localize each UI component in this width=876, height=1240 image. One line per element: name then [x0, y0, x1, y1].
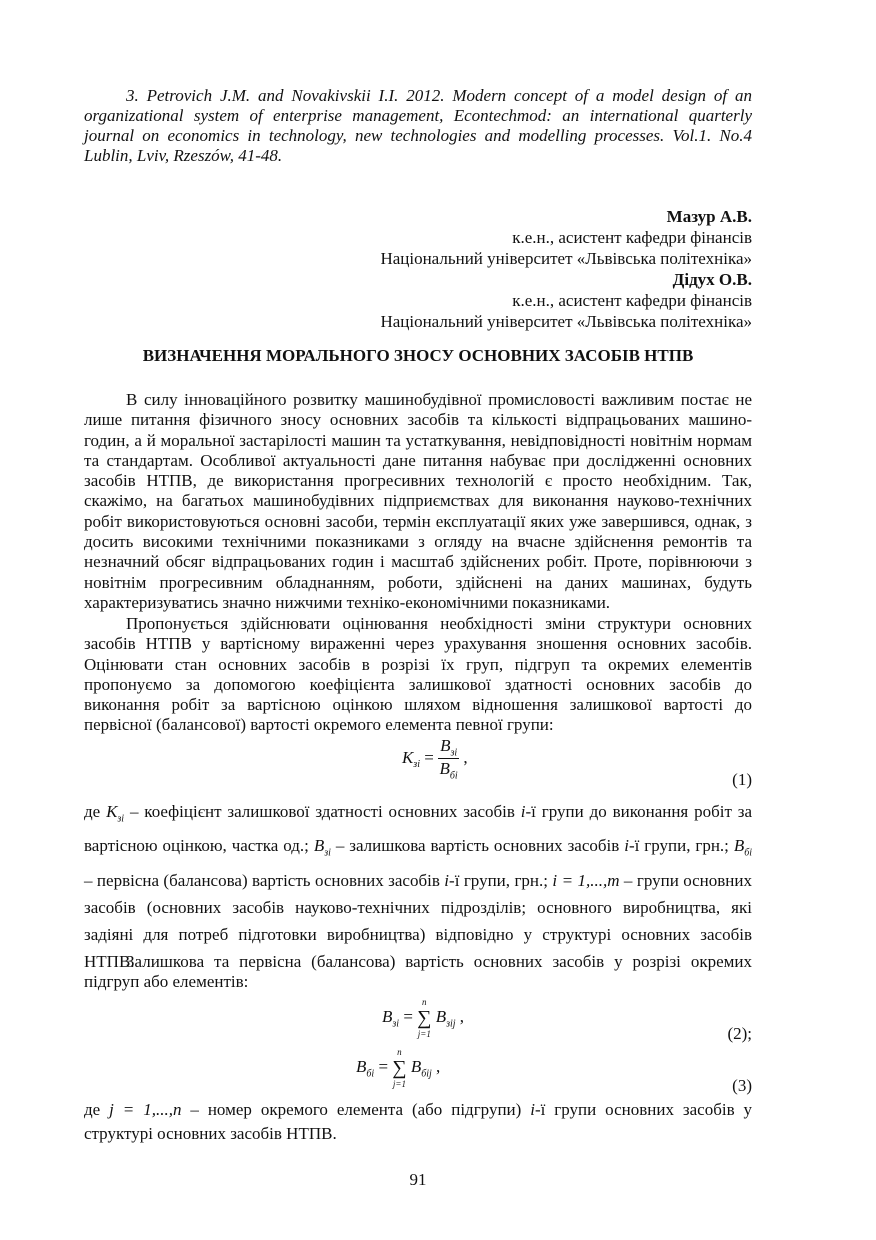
definition-text: – коефіцієнт залишкової здатності основних засобів	[129, 802, 515, 821]
formula-symbol: В	[440, 736, 451, 755]
formula-symbol: К	[106, 802, 118, 821]
reference-entry: 3. Petrovich J.M. and Novakivskii I.I. 2012. Modern concept of a model design of an organizational system of enterprise management, Econtechmod: an international quarterly journal on economics in technology, new technologies and modelling processes. Vol.1. No.4 Lublin, Lviv, Rzeszów, 41-48.	[84, 86, 752, 165]
formula-2	[382, 996, 464, 1040]
formula-symbol: i	[624, 836, 629, 856]
fraction	[438, 736, 459, 782]
paragraph-values: Залишкова та первісна (балансова) вартість основних засобів у розрізі окремих підгруп або елементів:	[84, 952, 752, 992]
formula-symbol: В	[356, 1056, 367, 1076]
formula-symbol: В	[439, 759, 450, 779]
formula-subscript: біj	[421, 1068, 432, 1080]
sigma-icon: ∑	[392, 1057, 407, 1079]
definition-text: – залишкова вартість основних засобів	[335, 836, 620, 856]
authors-block	[380, 206, 752, 332]
formula-subscript: зі	[117, 813, 125, 825]
formula-punctuation: ,	[436, 1056, 441, 1076]
formula-symbol: В	[733, 836, 745, 856]
equation-number: (1)	[732, 770, 752, 789]
word-de: де	[84, 1100, 101, 1119]
sum-operator	[417, 996, 431, 1040]
formula-symbol: В	[410, 1056, 422, 1076]
formula-symbol: i = 1,...,m	[552, 870, 620, 890]
formula-symbol: j = 1,...,n	[109, 1100, 182, 1119]
formula-symbol: i	[444, 870, 450, 890]
formula-subscript: бі	[366, 1068, 375, 1080]
formula-symbol: i	[520, 802, 526, 821]
formula-punctuation: ,	[463, 747, 468, 767]
author-degree: к.е.н., асистент кафедри фінансів	[512, 291, 752, 310]
definition-text: -ї групи, грн.;	[628, 836, 729, 856]
sum-lower-limit: j=1	[392, 1079, 406, 1089]
formula-symbol: В	[382, 1006, 393, 1026]
author-name: Дідух О.В.	[672, 270, 752, 289]
formula-3	[356, 1046, 440, 1090]
definition-text: – номер окремого елемента (або підгрупи)	[190, 1100, 522, 1119]
formula-operator: =	[424, 747, 434, 767]
sum-upper-limit: n	[397, 1047, 402, 1057]
formula-symbol: i	[530, 1100, 535, 1119]
formula-symbol: К	[402, 747, 414, 767]
formula-symbol: В	[313, 836, 325, 856]
formula-subscript: зі	[450, 747, 458, 759]
page-number: 91	[409, 1170, 427, 1189]
fraction-numerator	[438, 736, 459, 759]
paragraph-j-definition	[84, 1098, 752, 1146]
definition-text: -ї групи, грн.;	[449, 870, 548, 890]
author-affiliation: Національний університет «Львівська політехніка»	[380, 249, 752, 268]
definition-text: – первісна (балансова) вартість основних засобів	[84, 870, 440, 890]
formula-subscript: зі	[392, 1018, 400, 1030]
author-degree: к.е.н., асистент кафедри фінансів	[512, 228, 752, 247]
definition-text: -ї групи основних засобів у структурі основних засобів НТПВ.	[84, 1100, 753, 1143]
paragraph-definitions	[84, 798, 752, 975]
formula-subscript: зіj	[446, 1018, 456, 1030]
formula-subscript: бі	[449, 770, 458, 782]
formula-subscript: бі	[744, 847, 753, 859]
word-de: де	[84, 802, 101, 821]
formula-1	[402, 736, 468, 782]
equation-number: (3)	[732, 1076, 752, 1095]
fraction-denominator	[438, 759, 459, 781]
formula-subscript: зі	[413, 759, 420, 771]
formula-punctuation: ,	[459, 1006, 465, 1026]
formula-operator: =	[378, 1056, 389, 1076]
formula-symbol: В	[435, 1006, 447, 1026]
author-affiliation: Національний університет «Львівська політехніка»	[380, 312, 752, 331]
author-name: Мазур А.В.	[666, 207, 752, 226]
paragraph-proposal: Пропонується здійснювати оцінювання необхідності зміни структури основних засобів НТПВ у вартісному вираженні через урахування зношення основних засобів. Оцінювати стан основних засобів в розрізі їх груп, підгруп та окремих елементів пропонуємо за допомогою коефіцієнта залишкової здатності основних засобів до виконання робіт за вартісною оцінкою шляхом відношення залишкової вартості до первісної (балансової) вартості окремого елемента певної групи:	[84, 614, 752, 735]
definition-text: – групи основних засобів (основних засобів науково-технічних підрозділів; основного виробництва, які задіяні для потреб підготовки виробництва) відповідно у структурі основних засобів НТПВ.	[84, 870, 752, 971]
equation-number: (2);	[727, 1024, 752, 1043]
formula-subscript: зі	[324, 847, 331, 859]
paragraph-intro: В силу інноваційного розвитку машинобудівної промисловості важливим постає не лише питання фізичного зносу основних засобів та кількості відпрацьованих машино-годин, а й моральної застарілості машин та устаткування, невідповідності новітнім нормам та стандартам. Особливої актуальності дане питання набуває при дослідженні основних засобів НТПВ, де використання прогресивних технологій є просто необхідним. Так, скажімо, на багатьох машинобудівних підприємствах для виконання науково-технічних робіт використовуються основні засоби, термін експлуатації яких уже завершився, однак, з досить високими технічними показниками з огляду на вчасне здійснення ремонтів та незначний обсяг відпрацьованих годин і масштаб здійснених робіт. Проте, порівнюючи з новітнім прогресивним обладнанням, роботи, здійснені на даних машинах, будуть характеризуватись значно нижчими техніко-економічними показниками.	[84, 390, 752, 612]
sum-operator	[392, 1046, 406, 1090]
definition-text: -ї групи до виконання робіт за вартісною оцінкою, частка од.;	[84, 802, 753, 856]
article-title: ВИЗНАЧЕННЯ МОРАЛЬНОГО ЗНОСУ ОСНОВНИХ ЗАСОБІВ НТПВ	[142, 346, 694, 365]
sigma-icon: ∑	[417, 1007, 432, 1029]
formula-operator: =	[403, 1006, 413, 1026]
sum-lower-limit: j=1	[417, 1029, 431, 1039]
document-page	[84, 0, 752, 1240]
sum-upper-limit: n	[422, 997, 427, 1007]
